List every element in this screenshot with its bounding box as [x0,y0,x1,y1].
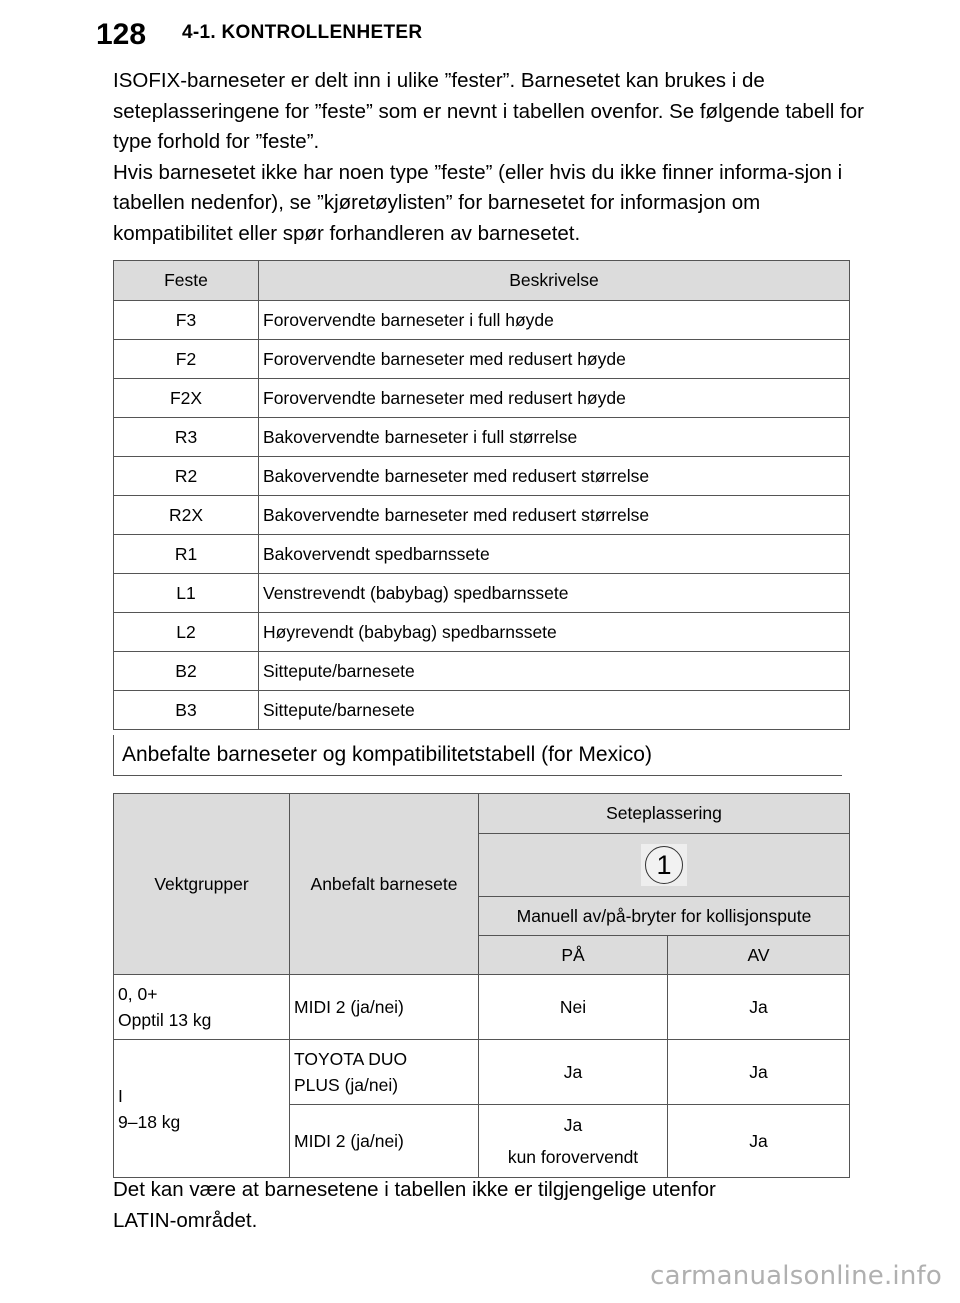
fixture-code-cell: B3 [114,691,259,730]
table-row [114,340,850,379]
fixture-code-cell: L2 [114,613,259,652]
column-header-description: Beskrivelse [259,261,850,301]
fixture-code-cell: L1 [114,574,259,613]
fixture-code-cell: B2 [114,652,259,691]
weight-group-range: Opptil 13 kg [118,1010,212,1030]
fixture-table [113,260,850,730]
compat-value-line-1: Ja [563,1115,583,1135]
weight-group-range: 9–18 kg [118,1111,181,1132]
fixture-description-cell: Forovervendte barneseter i full høyde [259,301,850,340]
weight-group-1 [114,1040,290,1178]
table-header-row [114,261,850,301]
compat-on-value [479,1105,668,1178]
fixture-table-body [114,301,850,730]
fixture-description-cell: Forovervendte barneseter med redusert høyde [259,340,850,379]
table-row [114,975,850,1040]
fixture-description-cell: Venstrevendt (babybag) spedbarnssete [259,574,850,613]
section-title: Anbefalte barneseter og kompatibilitetstabell (for Mexico) [113,735,842,776]
intro-paragraph-1: ISOFIX-barneseter er delt inn i ulike ”fester”. Barnesetet kan brukes i de seteplasseringene for ”feste” som er nevnt i tabellen ovenfor. Se følgende tabell for type forhold for ”feste”. [113,69,864,153]
fixture-description-cell: Bakovervendte barneseter i full størrelse [259,418,850,457]
fixture-description-cell: Bakovervendte barneseter med redusert størrelse [259,457,850,496]
fixture-code-cell: R1 [114,535,259,574]
fixture-description-cell: Bakovervendte barneseter med redusert størrelse [259,496,850,535]
column-header-weight-groups: Vektgrupper [114,794,290,975]
recommended-seat: MIDI 2 (ja/nei) [290,1105,479,1178]
seat-name-line-2: PLUS (ja/nei) [294,1075,399,1095]
compat-on-value: Nei [479,975,668,1040]
column-header-fixture: Feste [114,261,259,301]
column-header-seat-position: Seteplassering [479,794,850,834]
table-row [114,794,850,834]
recommended-seat: MIDI 2 (ja/nei) [290,975,479,1040]
compat-off-value: Ja [668,1040,850,1105]
table-row [114,496,850,535]
fixture-description-cell: Sittepute/barnesete [259,691,850,730]
table-row [114,574,850,613]
intro-text [113,66,873,249]
seat-number-1: 1 [645,846,683,884]
seat-position-icon [641,844,687,886]
column-header-recommended-seat: Anbefalt barnesete [290,794,479,975]
outro-line-2: LATIN-området. [113,1208,258,1232]
fixture-description-cell: Sittepute/barnesete [259,652,850,691]
compat-value-line-2: kun forovervendt [507,1147,639,1167]
intro-paragraph-2: Hvis barnesetet ikke har noen type ”feste” (eller hvis du ikke finner informa-sjon i tabellen nedenfor), se ”kjøretøylisten” for barnesetet for informasjon om kompatibilitet eller spør forhandleren av barnesetet. [113,160,843,245]
table-row [114,457,850,496]
compat-off-value: Ja [668,1105,850,1178]
fixture-code-cell: R2X [114,496,259,535]
watermark: carmanualsonline.info [650,1261,942,1291]
fixture-code-cell: F3 [114,301,259,340]
section-header: 4-1. KONTROLLENHETER [182,22,423,43]
table-row [114,301,850,340]
outro-text [113,1175,873,1236]
compat-off-value: Ja [668,975,850,1040]
fixture-code-cell: R2 [114,457,259,496]
fixture-code-cell: R3 [114,418,259,457]
seat-name-line-1: TOYOTA DUO [294,1049,408,1069]
fixture-code-cell: F2 [114,340,259,379]
table-row [114,535,850,574]
weight-group-label: I [118,1085,123,1106]
fixture-description-cell: Høyrevendt (babybag) spedbarnssete [259,613,850,652]
table-row [114,613,850,652]
page-number: 128 [82,16,160,54]
compatibility-table [113,793,850,1178]
table-row [114,1040,850,1105]
fixture-code-cell: F2X [114,379,259,418]
fixture-description-cell: Forovervendte barneseter med redusert høyde [259,379,850,418]
outro-line-1: Det kan være at barnesetene i tabellen ikke er tilgjengelige utenfor [113,1178,716,1201]
seat-position-cell [479,834,850,897]
weight-group-0 [114,975,290,1040]
column-header-on: PÅ [479,936,668,975]
fixture-description-cell: Bakovervendt spedbarnssete [259,535,850,574]
table-row [114,652,850,691]
table-row [114,418,850,457]
weight-group-label: 0, 0+ [118,984,158,1004]
airbag-switch-header: Manuell av/på-bryter for kollisjonspute [479,897,850,936]
column-header-off: AV [668,936,850,975]
compat-on-value: Ja [479,1040,668,1105]
table-row [114,379,850,418]
table-row [114,691,850,730]
recommended-seat [290,1040,479,1105]
